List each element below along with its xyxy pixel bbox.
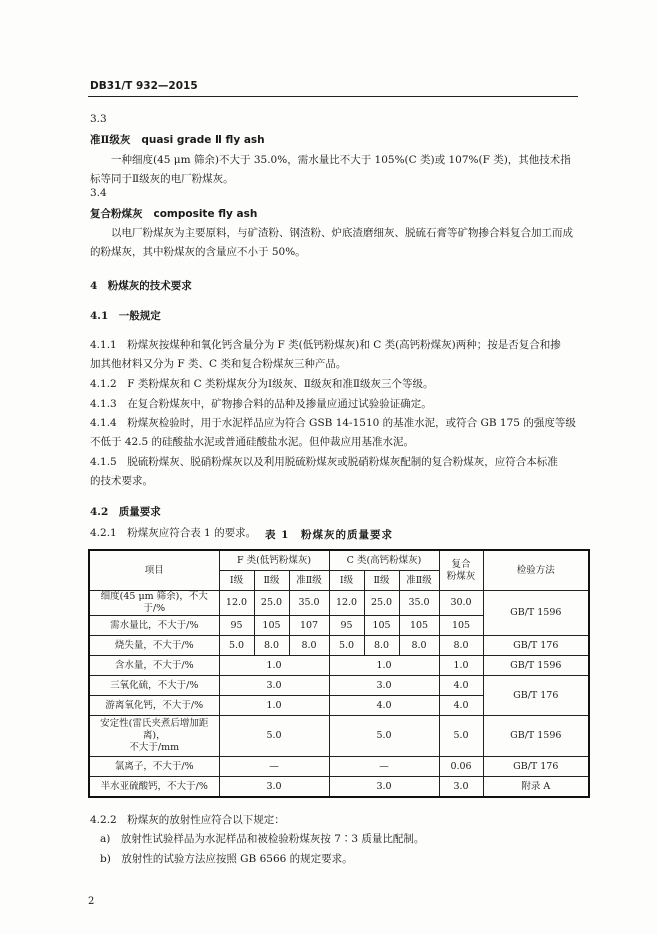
header-composite bbox=[439, 550, 483, 591]
cell: 105 bbox=[399, 616, 439, 636]
row-item-l1: 安定性(雷氏夹煮后增加距离)， bbox=[100, 718, 209, 741]
row-item-l2: 不大于/mm bbox=[129, 742, 180, 753]
cell: 35.0 bbox=[289, 591, 329, 616]
method-cell: GB/T 176 bbox=[483, 676, 589, 716]
cell: 8.0 bbox=[439, 636, 483, 656]
section-heading-4-1: 4.1 一般规定 bbox=[90, 310, 161, 322]
cell: 12.0 bbox=[329, 591, 364, 616]
row-item: 含水量，不大于/% bbox=[89, 656, 219, 676]
table-caption: 表 1 粉煤灰的质量要求 bbox=[265, 529, 393, 541]
clause-number-3-3: 3.3 bbox=[90, 113, 107, 125]
clause-4-1-1: 4.1.1 粉煤灰按煤种和氧化钙含量分为 F 类(低钙粉煤灰)和 C 类(高钙粉煤灰)两种；按是否复合和掺 bbox=[90, 339, 561, 351]
cell: 1.0 bbox=[329, 656, 439, 676]
header-item: 项目 bbox=[89, 550, 219, 591]
section-heading-4-2: 4.2 质量要求 bbox=[90, 506, 161, 518]
cell: 5.0 bbox=[329, 716, 439, 757]
cell: 105 bbox=[254, 616, 289, 636]
cell: 5.0 bbox=[329, 636, 364, 656]
header-test-method: 检验方法 bbox=[483, 550, 589, 591]
cell: 35.0 bbox=[399, 591, 439, 616]
term-cn: 准Ⅱ级灰 bbox=[90, 134, 131, 146]
clause-4-1-3: 4.1.3 在复合粉煤灰中，矿物掺合料的品种及掺量应通过试验验证确定。 bbox=[90, 398, 432, 410]
header-f-class: F 类(低钙粉煤灰) bbox=[219, 550, 329, 571]
cell: 3.0 bbox=[439, 777, 483, 798]
row-item: 需水量比，不大于/% bbox=[89, 616, 219, 636]
row-item: 半水亚硫酸钙，不大于/% bbox=[89, 777, 219, 798]
cell: 95 bbox=[219, 616, 254, 636]
definition-line: 标等同于Ⅱ级灰的电厂粉煤灰。 bbox=[90, 173, 234, 185]
list-item-b: b) 放射性的试验方法应按照 GB 6566 的规定要求。 bbox=[100, 853, 353, 865]
grade-1: Ⅰ级 bbox=[219, 571, 254, 591]
method-cell: GB/T 176 bbox=[483, 757, 589, 777]
clause-4-1-5: 4.1.5 脱硫粉煤灰、脱硝粉煤灰以及利用脱硫粉煤灰或脱硝粉煤灰配制的复合粉煤灰，应符合本标准 bbox=[90, 456, 558, 468]
cell: 30.0 bbox=[439, 591, 483, 616]
document-id: DB31/T 932—2015 bbox=[90, 80, 198, 92]
cell: 5.0 bbox=[439, 716, 483, 757]
cell: 12.0 bbox=[219, 591, 254, 616]
cell: 3.0 bbox=[219, 777, 329, 798]
cell: 1.0 bbox=[219, 656, 329, 676]
grade-2: Ⅱ级 bbox=[254, 571, 289, 591]
cell: 8.0 bbox=[254, 636, 289, 656]
cell: 95 bbox=[329, 616, 364, 636]
method-cell: GB/T 1596 bbox=[483, 656, 589, 676]
cell: 3.0 bbox=[219, 676, 329, 696]
header-composite-l2: 粉煤灰 bbox=[446, 570, 476, 582]
cell: 5.0 bbox=[219, 636, 254, 656]
cell: 4.0 bbox=[329, 696, 439, 716]
cell: 107 bbox=[289, 616, 329, 636]
page-number: 2 bbox=[88, 896, 95, 907]
definition-line: 以电厂粉煤灰为主要原料，与矿渣粉、钢渣粉、炉底渣磨细灰、脱硫石膏等矿物掺合料复合加工而成 bbox=[111, 227, 573, 239]
term-3-4 bbox=[90, 206, 257, 221]
cell: 1.0 bbox=[219, 696, 329, 716]
cell: 25.0 bbox=[254, 591, 289, 616]
grade-quasi-2: 准Ⅱ级 bbox=[399, 571, 439, 591]
clause-4-1-5-cont: 的技术要求。 bbox=[90, 475, 153, 487]
grade-1: Ⅰ级 bbox=[329, 571, 364, 591]
header-composite-l1: 复合 bbox=[451, 558, 471, 570]
cell: 105 bbox=[439, 616, 483, 636]
row-item: 烧失量，不大于/% bbox=[89, 636, 219, 656]
clause-number-3-4: 3.4 bbox=[90, 187, 107, 199]
clause-4-1-2: 4.1.2 F 类粉煤灰和 C 类粉煤灰分为Ⅰ级灰、Ⅱ级灰和准Ⅱ级灰三个等级。 bbox=[90, 378, 434, 390]
term-3-3 bbox=[90, 132, 265, 147]
cell: 8.0 bbox=[399, 636, 439, 656]
method-cell: GB/T 1596 bbox=[483, 716, 589, 757]
cell: 0.06 bbox=[439, 757, 483, 777]
method-cell: GB/T 1596 bbox=[483, 591, 589, 636]
row-item: 游离氧化钙，不大于/% bbox=[89, 696, 219, 716]
cell: 1.0 bbox=[439, 656, 483, 676]
term-en: composite fly ash bbox=[153, 208, 258, 220]
method-cell: 附录 A bbox=[483, 777, 589, 798]
definition-line: 的粉煤灰，其中粉煤灰的含量应不小于 50%。 bbox=[90, 246, 306, 258]
cell: 8.0 bbox=[364, 636, 399, 656]
cell: 105 bbox=[364, 616, 399, 636]
method-cell: GB/T 176 bbox=[483, 636, 589, 656]
cell: 4.0 bbox=[439, 676, 483, 696]
cell: — bbox=[329, 757, 439, 777]
row-item bbox=[89, 716, 219, 757]
clause-4-1-1-cont: 加其他材料又分为 F 类、C 类和复合粉煤灰三种产品。 bbox=[90, 358, 347, 370]
cell: 4.0 bbox=[439, 696, 483, 716]
cell: 8.0 bbox=[289, 636, 329, 656]
clause-4-1-4: 4.1.4 粉煤灰检验时，用于水泥样品应为符合 GSB 14-1510 的基准水泥，或符合 GB 175 的强度等级 bbox=[90, 417, 576, 429]
section-heading-4: 4 粉煤灰的技术要求 bbox=[90, 280, 192, 292]
row-item: 三氧化硫，不大于/% bbox=[89, 676, 219, 696]
header-rule bbox=[88, 96, 578, 97]
cell: — bbox=[219, 757, 329, 777]
term-en: quasi grade Ⅱ fly ash bbox=[141, 134, 265, 146]
list-item-a: a) 放射性试验样品为水泥样品和被检验粉煤灰按 7∶3 质量比配制。 bbox=[100, 833, 425, 845]
row-item: 细度(45 μm 筛余)，不大于/% bbox=[89, 591, 219, 616]
cell: 5.0 bbox=[219, 716, 329, 757]
clause-4-2-1: 4.2.1 粉煤灰应符合表 1 的要求。 bbox=[90, 527, 257, 539]
cell: 25.0 bbox=[364, 591, 399, 616]
clause-4-1-4-cont: 不低于 42.5 的硅酸盐水泥或普通硅酸盐水泥。但仲裁应用基准水泥。 bbox=[90, 436, 415, 448]
clause-4-2-2: 4.2.2 粉煤灰的放射性应符合以下规定： bbox=[90, 814, 285, 826]
row-item: 氯离子，不大于/% bbox=[89, 757, 219, 777]
cell: 3.0 bbox=[329, 777, 439, 798]
cell: 3.0 bbox=[329, 676, 439, 696]
quality-requirements-table bbox=[88, 549, 590, 798]
grade-quasi-2: 准Ⅱ级 bbox=[289, 571, 329, 591]
definition-line: 一种细度(45 μm 筛余)不大于 35.0%，需水量比不大于 105%(C 类)或 107%(F 类)，其他技术指 bbox=[111, 154, 571, 166]
term-cn: 复合粉煤灰 bbox=[90, 208, 143, 220]
grade-2: Ⅱ级 bbox=[364, 571, 399, 591]
header-c-class: C 类(高钙粉煤灰) bbox=[329, 550, 439, 571]
